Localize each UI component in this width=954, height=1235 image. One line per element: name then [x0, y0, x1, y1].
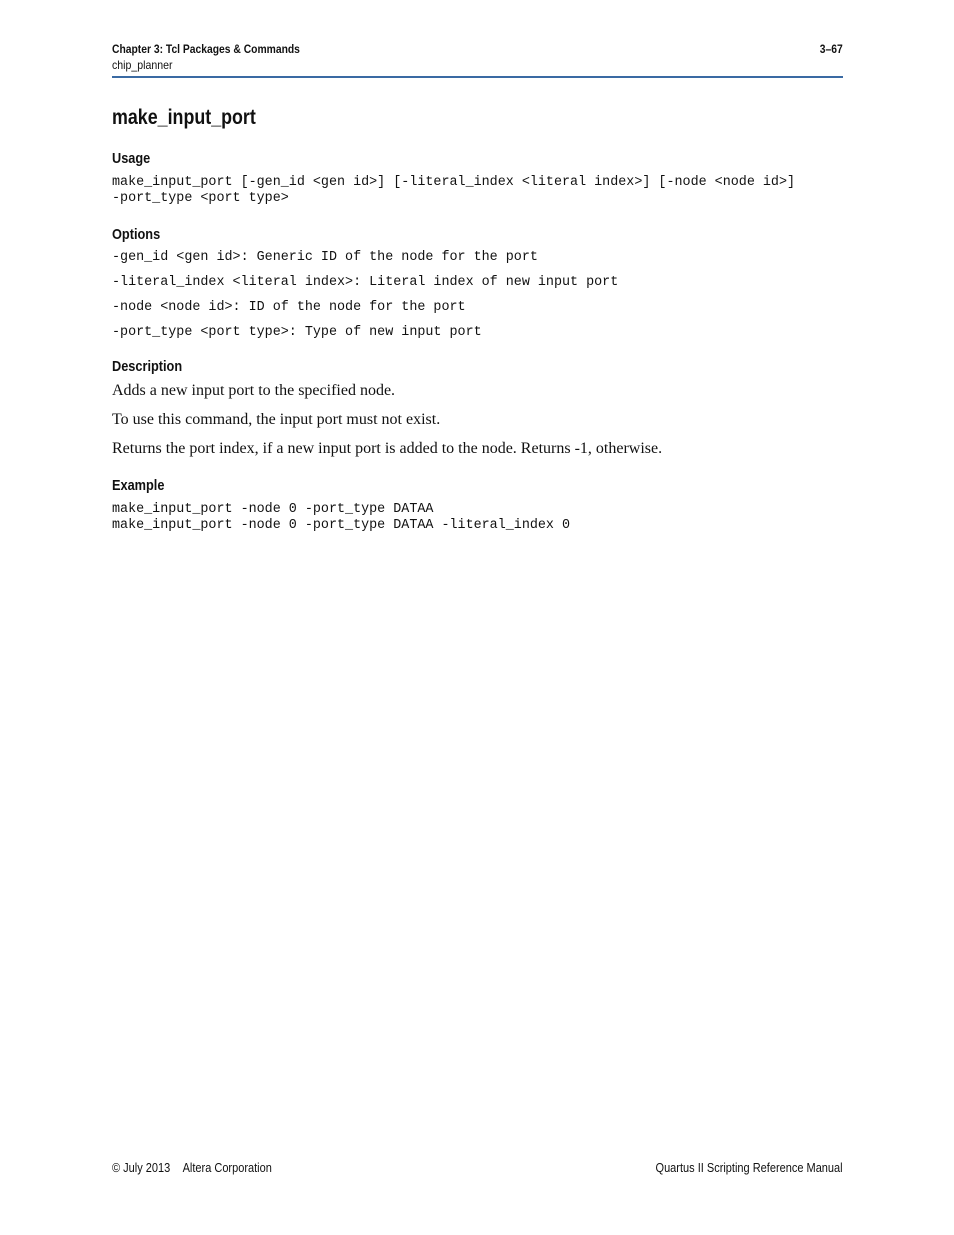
- usage-block: [112, 175, 843, 207]
- example-heading: Example: [112, 477, 165, 494]
- footer-company: Altera Corporation: [182, 1161, 272, 1175]
- page-header: [112, 42, 843, 78]
- description-body: [112, 381, 843, 459]
- usage-line: make_input_port [-gen_id <gen id>] [-literal_index <literal index>] [-node <node id>]: [112, 175, 796, 190]
- description-paragraph: Adds a new input port to the specified node.: [112, 382, 396, 399]
- section-name: chip_planner: [112, 58, 173, 72]
- usage-line: -port_type <port type>: [112, 191, 289, 206]
- example-block: [112, 502, 843, 534]
- option-item: -literal_index <literal index>: Literal index of new input port: [112, 275, 619, 290]
- usage-heading: Usage: [112, 150, 151, 167]
- description-paragraph: Returns the port index, if a new input port is added to the node. Returns -1, otherwise.: [112, 440, 663, 457]
- option-item: -gen_id <gen id>: Generic ID of the node for the port: [112, 250, 538, 265]
- option-item: -port_type <port type>: Type of new input port: [112, 325, 482, 340]
- options-heading: Options: [112, 226, 161, 243]
- example-line: make_input_port -node 0 -port_type DATAA -literal_index 0: [112, 518, 571, 533]
- page-footer: [112, 1161, 843, 1179]
- footer-manual-title: Quartus II Scripting Reference Manual: [655, 1161, 843, 1175]
- description-paragraph: To use this command, the input port must not exist.: [112, 411, 441, 428]
- chapter-title: Chapter 3: Tcl Packages & Commands: [112, 42, 300, 56]
- page-number: 3–67: [820, 42, 843, 56]
- example-line: make_input_port -node 0 -port_type DATAA: [112, 502, 434, 517]
- footer-left: [112, 1161, 272, 1175]
- options-list: [112, 250, 843, 341]
- description-heading: Description: [112, 358, 183, 375]
- command-title: make_input_port: [112, 106, 256, 129]
- footer-date: © July 2013: [112, 1161, 171, 1175]
- page-content: [112, 104, 843, 534]
- option-item: -node <node id>: ID of the node for the port: [112, 300, 466, 315]
